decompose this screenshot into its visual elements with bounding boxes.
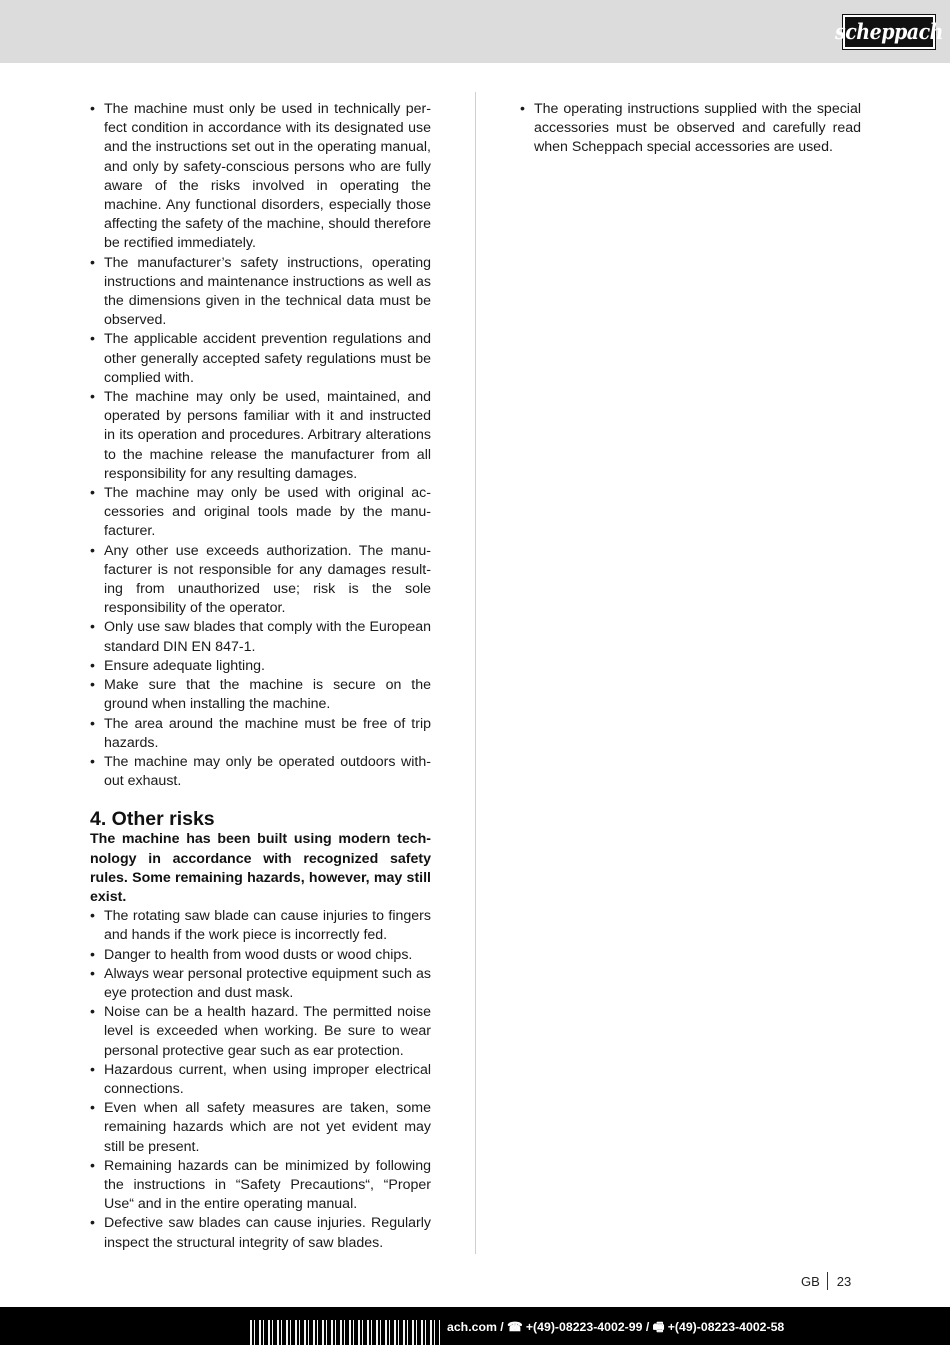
- safety-bullets: [90, 100, 431, 791]
- left-column: [90, 100, 431, 1253]
- footer-bar: [0, 1307, 950, 1345]
- list-item: • Make sure that the machine is secure on the ground when installing the machine.: [90, 676, 431, 714]
- section-intro: The machine has been built using modern technology in accordance with recognized safety rules. Some remaining hazards, however, may still exist.: [90, 831, 431, 905]
- list-item: • Always wear personal protective equipment such as eye protection and dust mask.: [90, 965, 431, 1003]
- language-code: GB: [801, 1273, 820, 1289]
- page-number: [801, 1272, 851, 1290]
- column-divider: [475, 92, 476, 1254]
- list-item: • Defective saw blades can cause injuries. Regularly inspect the structural integrity of saw blades.: [90, 1214, 431, 1252]
- list-item: • Ensure adequate lighting.: [90, 657, 431, 676]
- page-number-separator: [827, 1272, 828, 1290]
- list-item: • Danger to health from wood dusts or wood chips.: [90, 946, 431, 965]
- list-item: • Any other use exceeds authorization. The manufacturer is not responsible for any damages resulting from unauthorized use; risk is the sole responsibility of the operator.: [90, 542, 431, 619]
- list-item: • Only use saw blades that comply with the European standard DIN EN 847-1.: [90, 618, 431, 656]
- list-item: • The rotating saw blade can cause injuries to fingers and hands if the work piece is incorrectly fed.: [90, 907, 431, 945]
- footer-contact: [155, 1318, 855, 1339]
- list-item: • The machine may only be used with original accessories and original tools made by the manufacturer.: [90, 484, 431, 542]
- page-number-value: 23: [836, 1273, 852, 1289]
- accessory-bullets: [520, 100, 861, 158]
- list-item: • The machine may only be operated outdoors without exhaust.: [90, 753, 431, 791]
- list-item: • The machine must only be used in technically perfect condition in accordance with its designated use and the instructions set out in the operating manual, and only by safety-conscious persons who are fully aware of the risks involved in operating the machine. Any functional disorders, especially those affecting the safety of the machine, should therefore be rectified immediately.: [90, 100, 431, 254]
- logo-text: scheppach: [835, 19, 943, 45]
- list-item: • Even when all safety measures are taken, some remaining hazards which are not yet evident may still be present.: [90, 1099, 431, 1157]
- list-item: • The applicable accident prevention regulations and other generally accepted safety regulations must be complied with.: [90, 330, 431, 388]
- list-item: • The machine may only be used, maintained, and operated by persons familiar with it and instructed in its operation and procedures. Arbitrary alterations to the machine release the manufacturer from all responsibility for any resulting damages.: [90, 388, 431, 484]
- scheppach-logo: [835, 15, 943, 49]
- section-title: 4. Other risks: [90, 808, 215, 831]
- contact-text: ach.com / ☎ +(49)-08223-4002-99 / 🖷 +(49)-08223-4002-58: [447, 1320, 785, 1334]
- right-column: [520, 100, 861, 158]
- list-item: • The area around the machine must be free of trip hazards.: [90, 715, 431, 753]
- list-item: • The manufacturer’s safety instructions, operating instructions and maintenance instructions as well as the dimensions given in the technical data must be observed.: [90, 254, 431, 331]
- list-item: • Noise can be a health hazard. The permitted noise level is exceeded when working. Be sure to wear personal protective gear such as ear protection.: [90, 1003, 431, 1061]
- list-item: • Remaining hazards can be minimized by following the instructions in “Safety Precautions“, “Proper Use“ and in the entire operating manual.: [90, 1157, 431, 1215]
- header-bar: [0, 0, 950, 63]
- list-item: • Hazardous current, when using improper electrical connections.: [90, 1061, 431, 1099]
- risk-bullets: [90, 907, 431, 1253]
- list-item: • The operating instructions supplied with the special accessories must be observed and carefully read when Scheppach special accessories are used.: [520, 100, 861, 158]
